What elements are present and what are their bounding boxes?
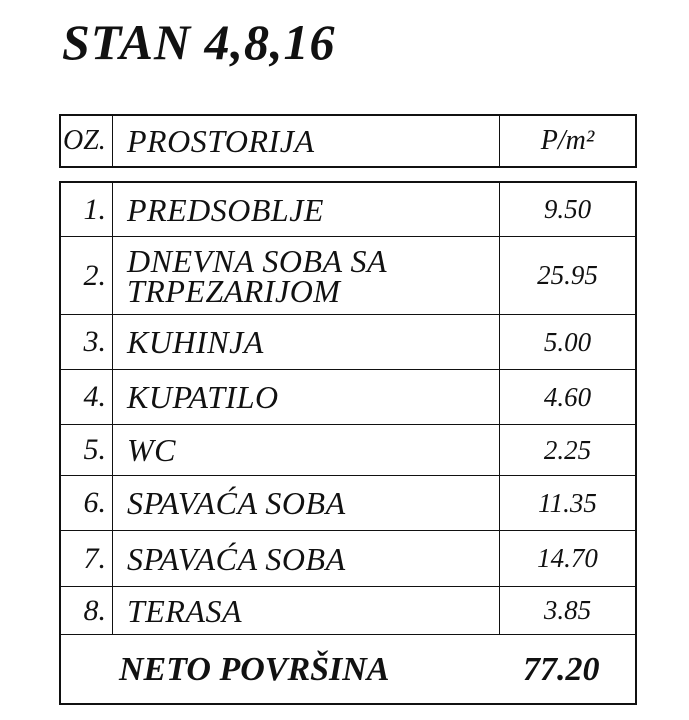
table-row [61,183,635,237]
total-label: NETO POVRŠINA [119,651,390,688]
row-number: 3. [61,315,113,369]
table-row [61,237,635,315]
table-row [61,315,635,370]
table-row [61,587,635,635]
header-room: PROSTORIJA [113,116,500,166]
header-area: P/m² [540,125,595,156]
table-row [61,531,635,587]
row-room: TERASA [113,587,500,634]
table-header [59,114,637,168]
row-number: 2. [61,237,113,314]
row-area: 11.35 [538,487,597,518]
row-area: 3.85 [543,595,592,625]
row-number: 8. [61,587,113,634]
row-number: 5. [61,425,113,475]
row-number: 4. [61,370,113,424]
row-room: SPAVAĆA SOBA [113,476,500,530]
total-value: 77.20 [523,651,600,688]
row-room: KUPATILO [113,370,500,424]
table-row [61,425,635,476]
table-row [61,476,635,531]
row-area: 5.00 [543,326,592,357]
total-row [61,635,635,705]
header-oz: OZ. [61,116,113,166]
row-number: 6. [61,476,113,530]
row-room: KUHINJA [113,315,500,369]
row-room: DNEVNA SOBA SA TRPEZARIJOM [113,237,500,314]
row-number: 1. [61,183,113,236]
row-area: 9.50 [543,194,592,224]
rooms-table [59,181,637,705]
row-room: PREDSOBLJE [113,183,500,236]
row-room: SPAVAĆA SOBA [113,531,500,586]
header-row [61,116,635,166]
row-area: 14.70 [537,543,598,573]
row-area: 25.95 [537,260,598,290]
row-number: 7. [61,531,113,586]
table-row [61,370,635,425]
row-area: 4.60 [543,381,592,412]
row-area: 2.25 [543,434,592,465]
row-room: WC [113,425,500,475]
page-title: STAN 4,8,16 [62,14,336,70]
